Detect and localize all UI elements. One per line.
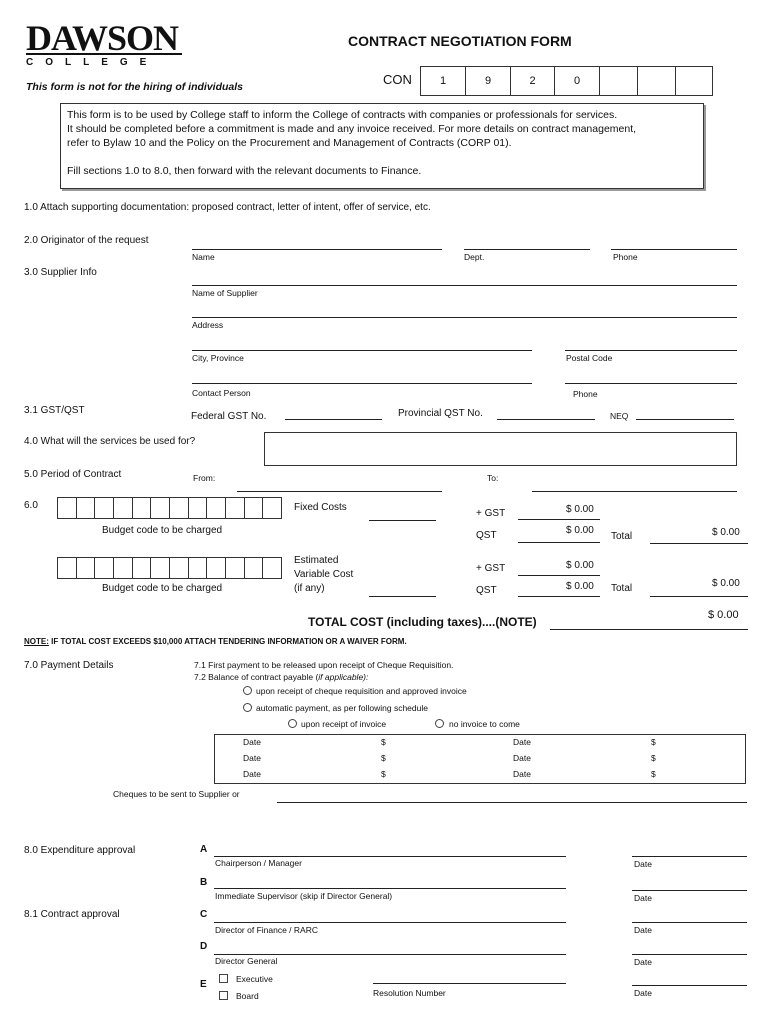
from-caption: From: xyxy=(193,473,216,483)
supplier-phone-field[interactable] xyxy=(565,383,737,384)
neq-field[interactable] xyxy=(636,419,734,420)
approval-b-signature[interactable] xyxy=(214,888,566,889)
cheques-caption: Cheques to be sent to Supplier or xyxy=(113,789,240,799)
services-textarea[interactable] xyxy=(264,432,737,466)
con-digit-2: 9 xyxy=(465,66,511,96)
qst-caption: Provincial QST No. xyxy=(398,408,483,419)
variable-gst-label: + GST xyxy=(476,563,506,574)
to-date-field[interactable] xyxy=(532,491,737,492)
approval-d-letter: D xyxy=(200,941,208,952)
payment-71: 7.1 First payment to be released upon receipt of Cheque Requisition. xyxy=(194,660,454,670)
schedule-amount-label: $ xyxy=(651,753,656,763)
section-5-label: 5.0 Period of Contract xyxy=(24,469,122,480)
radio-upon-invoice[interactable] xyxy=(288,719,297,728)
variable-total-label: Total xyxy=(611,583,633,594)
name-caption: Name xyxy=(192,252,215,262)
note-prefix: NOTE: xyxy=(24,637,49,646)
originator-name-field[interactable] xyxy=(192,249,442,250)
approval-d-date[interactable] xyxy=(632,954,747,955)
schedule-date-label: Date xyxy=(513,753,531,763)
gst-field[interactable] xyxy=(285,419,382,420)
total-cost-value: $ 0.00 xyxy=(708,609,739,621)
section-1-label: 1.0 Attach supporting documentation: proposed contract, letter of intent, offer of service, etc. xyxy=(24,202,431,213)
cost-note xyxy=(24,638,407,646)
fixed-total-field xyxy=(650,543,748,544)
section-31-label: 3.1 GST/QST xyxy=(24,405,85,416)
approval-e-date-caption: Date xyxy=(634,988,652,998)
option-no-invoice: no invoice to come xyxy=(449,719,520,729)
fixed-qst-value: $ 0.00 xyxy=(566,525,594,536)
option-automatic-payment: automatic payment, as per following schedule xyxy=(256,703,428,713)
variable-label-2: Variable Cost xyxy=(294,569,354,580)
section-81-label: 8.1 Contract approval xyxy=(24,909,120,920)
city-field[interactable] xyxy=(192,350,532,351)
gst-caption: Federal GST No. xyxy=(191,411,267,422)
intro-line-4: Fill sections 1.0 to 8.0, then forward with the relevant documents to Finance. xyxy=(67,165,422,177)
fixed-gst-value: $ 0.00 xyxy=(566,504,594,515)
approval-c-signature[interactable] xyxy=(214,922,566,923)
dept-caption: Dept. xyxy=(464,252,485,262)
to-caption: To: xyxy=(487,473,499,483)
fixed-budget-code-input[interactable] xyxy=(57,497,282,519)
schedule-amount-label: $ xyxy=(651,737,656,747)
approval-b-date[interactable] xyxy=(632,890,747,891)
option-upon-invoice: upon receipt of invoice xyxy=(301,719,387,729)
address-caption: Address xyxy=(192,320,224,330)
variable-gst-field xyxy=(518,575,600,576)
approval-c-date[interactable] xyxy=(632,922,747,923)
note-text: IF TOTAL COST EXCEEDS $10,000 ATTACH TENDERING INFORMATION OR A WAIVER FORM. xyxy=(48,637,407,646)
approval-b-role: Immediate Supervisor (skip if Director General) xyxy=(215,891,393,901)
form-title: CONTRACT NEGOTIATION FORM xyxy=(348,33,572,49)
fixed-qst-field xyxy=(518,542,600,543)
total-cost-label: TOTAL COST (including taxes)....(NOTE) xyxy=(308,615,537,629)
fixed-total-label: Total xyxy=(611,531,633,542)
logo-dawson: DAWSON xyxy=(26,18,179,58)
variable-label-1: Estimated xyxy=(294,555,339,566)
approval-d-date-caption: Date xyxy=(634,957,652,967)
cheques-recipient-field[interactable] xyxy=(277,802,747,803)
neq-caption: NEQ xyxy=(610,411,629,421)
contact-person-field[interactable] xyxy=(192,383,532,384)
payment-72-italic: if applicable): xyxy=(318,672,369,682)
approval-a-letter: A xyxy=(200,844,208,855)
total-cost-field xyxy=(550,629,748,630)
schedule-date-label: Date xyxy=(243,753,261,763)
schedule-amount-label: $ xyxy=(381,737,386,747)
section-3-label: 3.0 Supplier Info xyxy=(24,267,97,278)
approval-c-letter: C xyxy=(200,909,208,920)
schedule-date-label: Date xyxy=(513,737,531,747)
section-7-label: 7.0 Payment Details xyxy=(24,660,114,671)
board-checkbox[interactable] xyxy=(219,991,228,1000)
radio-cheque-requisition[interactable] xyxy=(243,686,252,695)
con-digit-3: 2 xyxy=(510,66,555,96)
postal-caption: Postal Code xyxy=(566,353,613,363)
con-digit-4: 0 xyxy=(554,66,600,96)
address-field[interactable] xyxy=(192,317,737,318)
payment-72-prefix: 7.2 Balance of contract payable ( xyxy=(194,672,319,682)
supplier-name-field[interactable] xyxy=(192,285,737,286)
payment-schedule-table xyxy=(214,734,746,784)
variable-total-field xyxy=(650,596,748,597)
radio-no-invoice[interactable] xyxy=(435,719,444,728)
fixed-budget-caption: Budget code to be charged xyxy=(102,525,223,536)
supplier-phone-caption: Phone xyxy=(573,389,598,399)
approval-c-role: Director of Finance / RARC xyxy=(215,925,318,935)
approval-b-date-caption: Date xyxy=(634,893,652,903)
section-2-label: 2.0 Originator of the request xyxy=(24,235,149,246)
variable-gst-value: $ 0.00 xyxy=(566,560,594,571)
variable-qst-value: $ 0.00 xyxy=(566,581,594,592)
resolution-number-field[interactable] xyxy=(373,983,566,984)
schedule-amount-label: $ xyxy=(651,769,656,779)
variable-budget-code-input[interactable] xyxy=(57,557,282,579)
section-4-label: 4.0 What will the services be used for? xyxy=(24,436,196,447)
schedule-date-label: Date xyxy=(513,769,531,779)
approval-a-role: Chairperson / Manager xyxy=(215,858,302,868)
variable-qst-field xyxy=(518,596,600,597)
originator-dept-field[interactable] xyxy=(464,249,590,250)
con-label: CON xyxy=(383,72,412,87)
approval-e-date[interactable] xyxy=(632,985,747,986)
schedule-amount-label: $ xyxy=(381,753,386,763)
fixed-qst-label: QST xyxy=(476,530,497,541)
section-8-label: 8.0 Expenditure approval xyxy=(24,845,136,856)
variable-qst-label: QST xyxy=(476,585,497,596)
board-label: Board xyxy=(236,991,259,1001)
fixed-gst-field xyxy=(518,519,600,520)
logo-college: COLLEGE xyxy=(26,57,159,68)
schedule-amount-label: $ xyxy=(381,769,386,779)
variable-total-value: $ 0.00 xyxy=(712,578,740,589)
intro-line-3: refer to Bylaw 10 and the Policy on the Procurement and Management of Contracts (CORP 01). xyxy=(67,137,512,149)
qst-field[interactable] xyxy=(497,419,595,420)
approval-c-date-caption: Date xyxy=(634,925,652,935)
fixed-total-value: $ 0.00 xyxy=(712,527,740,538)
intro-line-2: It should be completed before a commitment is made and any invoice received. For more details on contract management, xyxy=(67,123,637,135)
approval-b-letter: B xyxy=(200,877,208,888)
section-6-label: 6.0 xyxy=(24,500,38,511)
postal-code-field[interactable] xyxy=(565,350,737,351)
disclaimer: This form is not for the hiring of individuals xyxy=(26,81,243,93)
supplier-caption: Name of Supplier xyxy=(192,288,258,298)
originator-phone-field[interactable] xyxy=(611,249,737,250)
executive-label: Executive xyxy=(236,974,273,984)
approval-d-signature[interactable] xyxy=(214,954,566,955)
fixed-cost-field[interactable] xyxy=(369,520,436,521)
approval-d-role: Director General xyxy=(215,956,278,966)
con-digit-1: 1 xyxy=(420,66,466,96)
from-date-field[interactable] xyxy=(237,491,442,492)
schedule-date-label: Date xyxy=(243,769,261,779)
approval-e-letter: E xyxy=(200,979,207,990)
approval-a-date[interactable] xyxy=(632,856,747,857)
intro-line-1: This form is to be used by College staff to inform the College of contracts with companies or professionals for services. xyxy=(67,109,618,121)
variable-cost-field[interactable] xyxy=(369,596,436,597)
resolution-caption: Resolution Number xyxy=(373,988,446,998)
schedule-date-label: Date xyxy=(243,737,261,747)
option-cheque-requisition: upon receipt of cheque requisition and approved invoice xyxy=(256,686,467,696)
contact-caption: Contact Person xyxy=(192,388,251,398)
fixed-costs-label: Fixed Costs xyxy=(294,502,347,513)
variable-label-3: (if any) xyxy=(294,583,325,594)
con-digit-6[interactable] xyxy=(637,66,676,96)
radio-automatic-payment[interactable] xyxy=(243,703,252,712)
executive-checkbox[interactable] xyxy=(219,974,228,983)
con-digit-7[interactable] xyxy=(675,66,713,96)
payment-72 xyxy=(194,673,368,682)
approval-a-signature[interactable] xyxy=(214,856,566,857)
variable-budget-caption: Budget code to be charged xyxy=(102,583,223,594)
approval-a-date-caption: Date xyxy=(634,859,652,869)
phone-caption: Phone xyxy=(613,252,638,262)
fixed-gst-label: + GST xyxy=(476,508,506,519)
logo-rule xyxy=(26,53,182,55)
city-caption: City, Province xyxy=(192,353,244,363)
con-digit-5[interactable] xyxy=(599,66,638,96)
